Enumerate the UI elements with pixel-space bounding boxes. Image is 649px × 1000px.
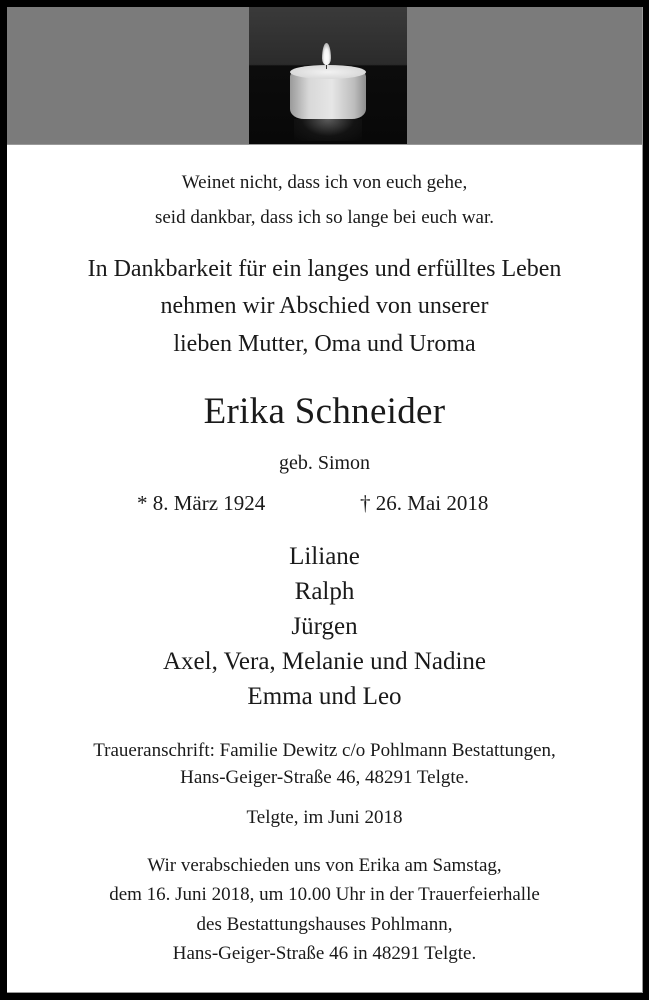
birth-name: geb. Simon (278, 452, 371, 474)
verse-line-1: Weinet nicht, dass ich von euch gehe, (181, 172, 468, 193)
deceased-name: Erika Schneider (203, 391, 446, 432)
service-line-4: Hans-Geiger-Straße 46 in 48291 Telgte. (172, 943, 477, 964)
candle-top (290, 65, 366, 79)
birth-date: * 8. März 1924 (137, 491, 266, 515)
intro-line-2: nehmen wir Abschied von unserer (160, 293, 489, 319)
family-member-3: Jürgen (291, 613, 358, 640)
service-line-2: dem 16. Juni 2018, um 10.00 Uhr in der Trauerfeierhalle (109, 884, 540, 905)
death-date: † 26. Mai 2018 (360, 491, 489, 515)
family-member-5: Emma und Leo (247, 683, 402, 710)
mourning-address-line-2: Hans-Geiger-Straße 46, 48291 Telgte. (180, 767, 469, 788)
family-member-2: Ralph (294, 578, 355, 605)
verse-line-2: seid dankbar, dass ich so lange bei euch war. (154, 207, 495, 228)
intro-line-3: lieben Mutter, Oma und Uroma (173, 331, 476, 357)
family-member-4: Axel, Vera, Melanie und Nadine (162, 648, 487, 675)
intro-line-1: In Dankbarkeit für ein langes und erfülltes Leben (87, 256, 562, 282)
candle-reflection (294, 119, 362, 141)
service-line-3: des Bestattungshauses Pohlmann, (196, 914, 453, 935)
header-band (7, 7, 642, 145)
obituary-notice (7, 7, 643, 993)
mourning-address-line-1: Traueranschrift: Familie Dewitz c/o Pohlmann Bestattungen, (93, 740, 556, 761)
family-member-1: Liliane (289, 543, 360, 570)
service-line-1: Wir verabschieden uns von Erika am Samstag, (147, 855, 502, 876)
flame-icon (322, 43, 331, 65)
place-date: Telgte, im Juni 2018 (246, 807, 403, 828)
candle-photo (249, 7, 407, 144)
